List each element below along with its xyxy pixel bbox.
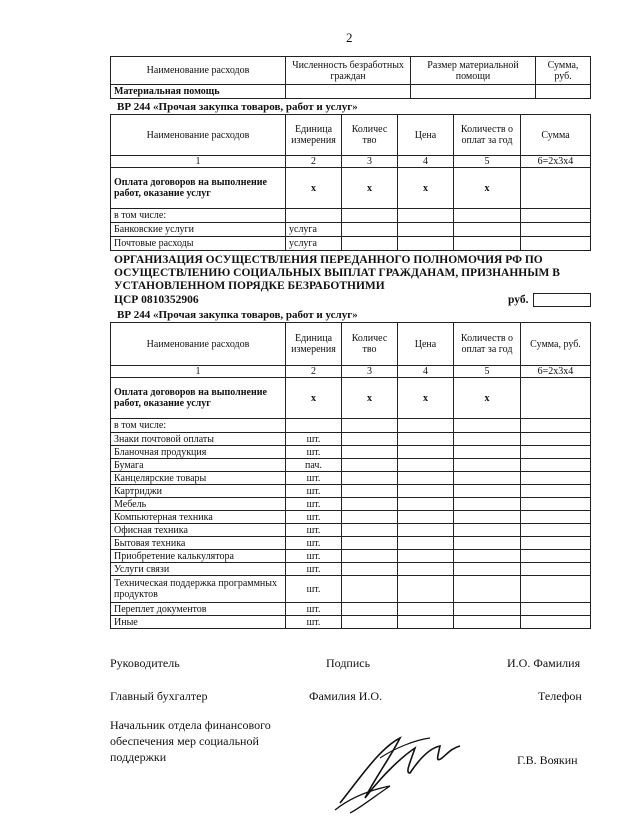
name-label: И.О. Фамилия <box>507 656 581 670</box>
column-number: 6=2x3x4 <box>521 366 591 378</box>
row-label: Почтовые расходы <box>111 237 286 251</box>
mark-cell: x <box>454 378 521 419</box>
header-cell: Сумма, руб. <box>521 323 591 366</box>
column-numbers-row <box>111 366 591 378</box>
row-label: Знаки почтовой оплаты <box>111 433 286 446</box>
table-row <box>111 511 591 524</box>
header-cell: Количес тво <box>342 115 398 156</box>
column-number: 5 <box>454 366 521 378</box>
table-header-row <box>111 323 591 366</box>
accountant-name-label: Фамилия И.О. <box>309 689 383 703</box>
department-head-name: Г.В. Воякин <box>517 753 578 767</box>
table-row <box>111 446 591 459</box>
rub-label: руб. <box>508 294 529 306</box>
table-row <box>111 237 591 251</box>
header-cell: Численность безработных граждан <box>286 57 411 85</box>
column-number: 2 <box>286 366 342 378</box>
row-label: Бумага <box>111 459 286 472</box>
rub-box <box>533 293 591 307</box>
column-number: 4 <box>398 156 454 168</box>
column-number: 2 <box>286 156 342 168</box>
expenses-table-2 <box>110 322 591 629</box>
accountant-label: Главный бухгалтер <box>110 689 208 703</box>
header-cell: Единица измерения <box>286 323 342 366</box>
table-row <box>111 472 591 485</box>
mark-cell: x <box>398 168 454 209</box>
row-label: Бытовая техника <box>111 537 286 550</box>
unit-cell: шт. <box>286 603 342 616</box>
mark-cell: x <box>286 378 342 419</box>
header-cell: Цена <box>398 115 454 156</box>
header-cell: Единица измерения <box>286 115 342 156</box>
header-cell: Количес тво <box>342 323 398 366</box>
row-label: Техническая поддержка программных продуктов <box>111 576 286 603</box>
table-row <box>111 223 591 237</box>
table-row <box>111 433 591 446</box>
header-cell: Количеств о оплат за год <box>454 115 521 156</box>
column-number: 1 <box>111 156 286 168</box>
unit-cell: шт. <box>286 550 342 563</box>
column-numbers-row <box>111 156 591 168</box>
row-label: Иные <box>111 616 286 629</box>
header-cell: Сумма, руб. <box>536 57 591 85</box>
signature-label: Подпись <box>326 656 371 670</box>
mark-cell: x <box>342 378 398 419</box>
header-cell: Сумма <box>521 115 591 156</box>
table-row <box>111 524 591 537</box>
row-label: Офисная техника <box>111 524 286 537</box>
handwritten-signature <box>320 718 470 818</box>
column-number: 4 <box>398 366 454 378</box>
table-row <box>111 378 591 419</box>
unit-cell: шт. <box>286 433 342 446</box>
row-label: в том числе: <box>111 419 286 433</box>
row-label: Компьютерная техника <box>111 511 286 524</box>
table-header-row <box>111 57 591 85</box>
header-cell: Наименование расходов <box>111 115 286 156</box>
header-cell: Размер материальной помощи <box>411 57 536 85</box>
section2-title: ВР 244 «Прочая закупка товаров, работ и услуг» <box>117 309 358 321</box>
table-row <box>111 459 591 472</box>
table-row <box>111 168 591 209</box>
department-head-label: Начальник отдела финансового обеспечения мер социальной поддержки <box>110 718 271 764</box>
unit-cell: шт. <box>286 446 342 459</box>
unit-cell: услуга <box>286 237 342 251</box>
section1-title: ВР 244 «Прочая закупка товаров, работ и услуг» <box>117 101 358 113</box>
unit-cell: шт. <box>286 524 342 537</box>
expenses-table-1 <box>110 114 591 251</box>
row-label: Канцелярские товары <box>111 472 286 485</box>
row-label: Оплата договоров на выполнение работ, оказание услуг <box>111 378 286 419</box>
table-row <box>111 576 591 603</box>
table-row <box>111 209 591 223</box>
unit-cell: шт. <box>286 576 342 603</box>
table-row <box>111 616 591 629</box>
row-label: Приобретение калькулятора <box>111 550 286 563</box>
page-number: 2 <box>346 30 353 45</box>
table-row <box>111 485 591 498</box>
header-cell: Наименование расходов <box>111 57 286 85</box>
unit-cell: шт. <box>286 498 342 511</box>
unit-cell: шт. <box>286 511 342 524</box>
phone-label: Телефон <box>538 689 582 703</box>
table-row <box>111 603 591 616</box>
column-number: 3 <box>342 366 398 378</box>
column-number: 3 <box>342 156 398 168</box>
table-body <box>111 433 591 629</box>
unit-cell: шт. <box>286 563 342 576</box>
mark-cell: x <box>286 168 342 209</box>
table-row <box>111 550 591 563</box>
row-label: Переплет документов <box>111 603 286 616</box>
mark-cell: x <box>398 378 454 419</box>
mark-cell: x <box>342 168 398 209</box>
row-label: Мебель <box>111 498 286 511</box>
row-label: в том числе: <box>111 209 286 223</box>
header-cell: Цена <box>398 323 454 366</box>
unit-cell: шт. <box>286 485 342 498</box>
header-cell: Наименование расходов <box>111 323 286 366</box>
row-label: Услуги связи <box>111 563 286 576</box>
unit-cell: шт. <box>286 472 342 485</box>
unit-cell: услуга <box>286 223 342 237</box>
row-label: Бланочная продукция <box>111 446 286 459</box>
header-cell: Количеств о оплат за год <box>454 323 521 366</box>
material-aid-table <box>110 56 591 99</box>
row-label: Картриджи <box>111 485 286 498</box>
row-label: Банковские услуги <box>111 223 286 237</box>
table-row <box>111 498 591 511</box>
column-number: 6=2x3x4 <box>521 156 591 168</box>
row-label: Материальная помощь <box>111 85 286 99</box>
table-row <box>111 537 591 550</box>
unit-cell: пач. <box>286 459 342 472</box>
row-label: Оплата договоров на выполнение работ, оказание услуг <box>111 168 286 209</box>
column-number: 5 <box>454 156 521 168</box>
table-row <box>111 563 591 576</box>
director-label: Руководитель <box>110 656 180 670</box>
unit-cell: шт. <box>286 616 342 629</box>
table-row <box>111 85 591 99</box>
org-block-title: ОРГАНИЗАЦИЯ ОСУЩЕСТВЛЕНИЯ ПЕРЕДАННОГО ПОЛНОМОЧИЯ РФ ПО ОСУЩЕСТВЛЕНИЮ СОЦИАЛЬНЫХ ВЫПЛАТ ГРАЖДАНАМ, ПРИЗНАННЫМ В УСТАНОВЛЕННОМ ПОРЯДКЕ БЕЗРАБОТНИМИ <box>114 254 560 292</box>
csr-code: ЦСР 0810352906 <box>114 294 199 306</box>
mark-cell: x <box>454 168 521 209</box>
unit-cell: шт. <box>286 537 342 550</box>
table-header-row <box>111 115 591 156</box>
table-row <box>111 419 591 433</box>
column-number: 1 <box>111 366 286 378</box>
